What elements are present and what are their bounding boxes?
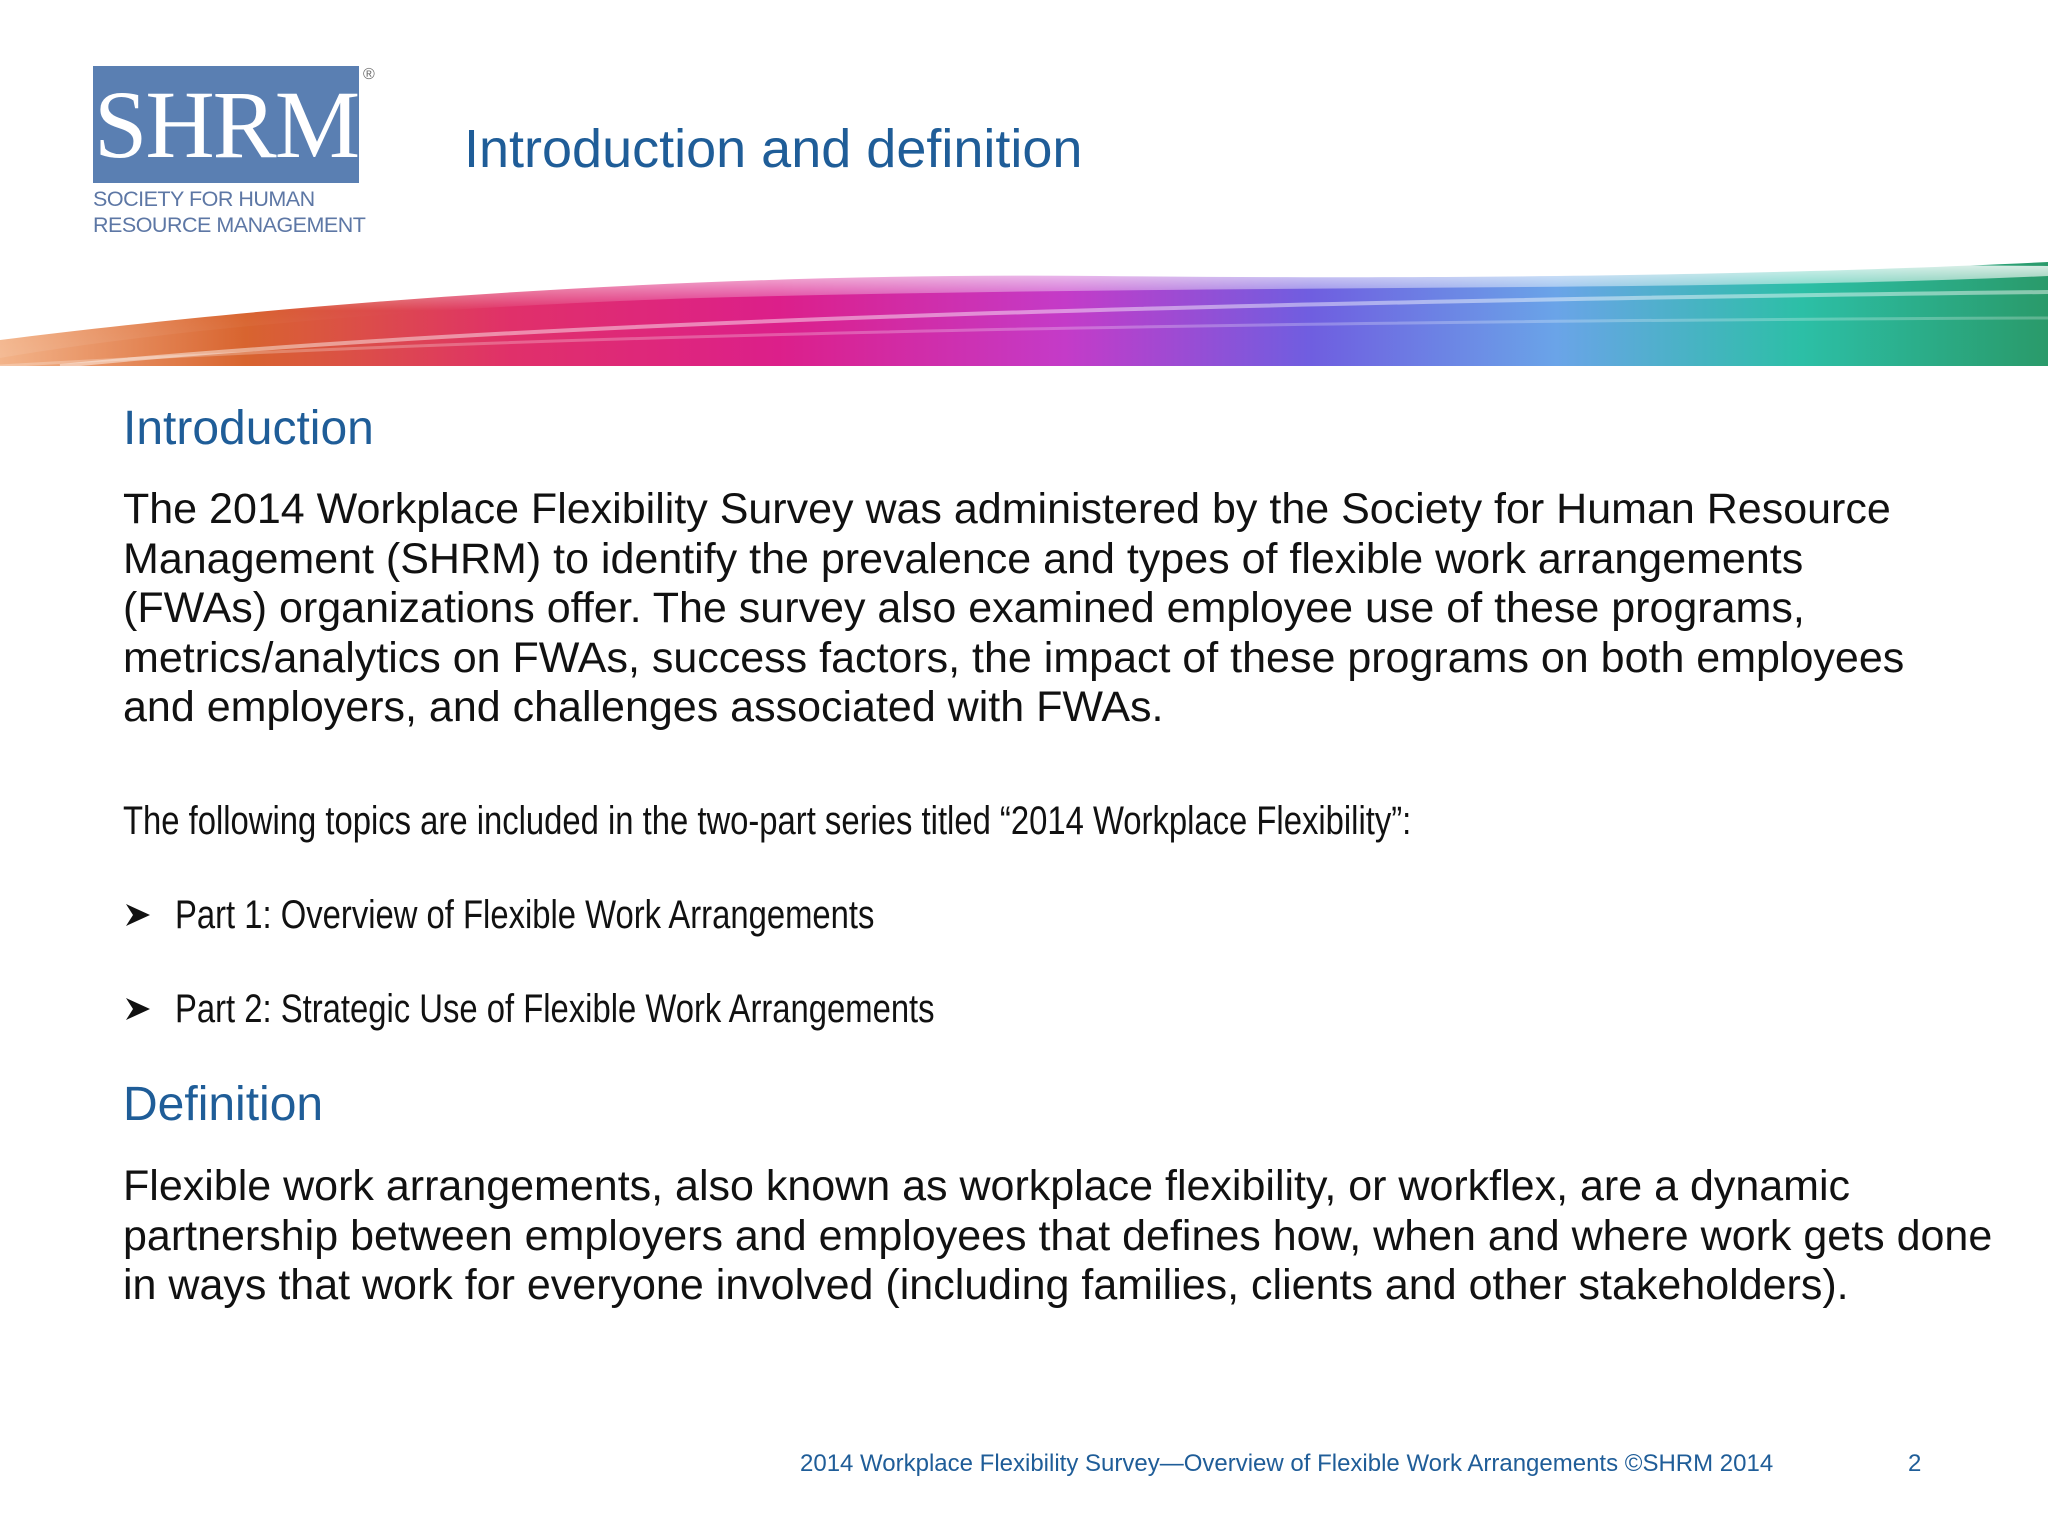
series-intro-text: The following topics are included in the two-part series titled “2014 Workplace Flexibility”: (123, 799, 1412, 843)
shrm-logo-tagline (93, 186, 373, 238)
bullet-part2: Part 2: Strategic Use of Flexible Work Arrangements (175, 987, 935, 1031)
page-number: 2 (1908, 1450, 1922, 1477)
definition-heading: Definition (123, 1078, 324, 1131)
shrm-logo-letters: SHRM (93, 70, 359, 178)
bullet-part1: Part 1: Overview of Flexible Work Arrangements (175, 893, 875, 937)
introduction-paragraph: The 2014 Workplace Flexibility Survey was administered by the Society for Human Resource Management (SHRM) to identify the prevalence and types of flexible work arrangements (FWAs) organizations offer. The survey also examined employee use of these programs, metrics/analytics on FWAs, success factors, the impact of these programs on both employees and employers, and challenges associated with FWAs. (123, 485, 1905, 731)
slide-title: Introduction and definition (464, 119, 1083, 179)
registered-mark: ® (363, 66, 375, 83)
logo-tagline-line1: SOCIETY FOR HUMAN (93, 187, 315, 211)
arrowhead-bullet-icon (123, 994, 153, 1024)
introduction-heading: Introduction (123, 402, 374, 455)
decorative-banner (0, 262, 2048, 366)
logo-tagline-line2: RESOURCE MANAGEMENT (93, 213, 366, 237)
footer-text: 2014 Workplace Flexibility Survey—Overview of Flexible Work Arrangements ©SHRM 2014 (800, 1450, 1774, 1477)
list-item (123, 981, 1101, 1037)
arrowhead-bullet-icon (123, 900, 153, 930)
shrm-logo (93, 66, 383, 246)
definition-paragraph: Flexible work arrangements, also known as workplace flexibility, or workflex, are a dynamic partnership between employers and employees that defines how, when and where work gets done in ways that work for everyone involved (including families, clients and other stakeholders). (123, 1162, 1993, 1309)
list-item (123, 887, 1028, 943)
shrm-logo-box (93, 66, 359, 183)
